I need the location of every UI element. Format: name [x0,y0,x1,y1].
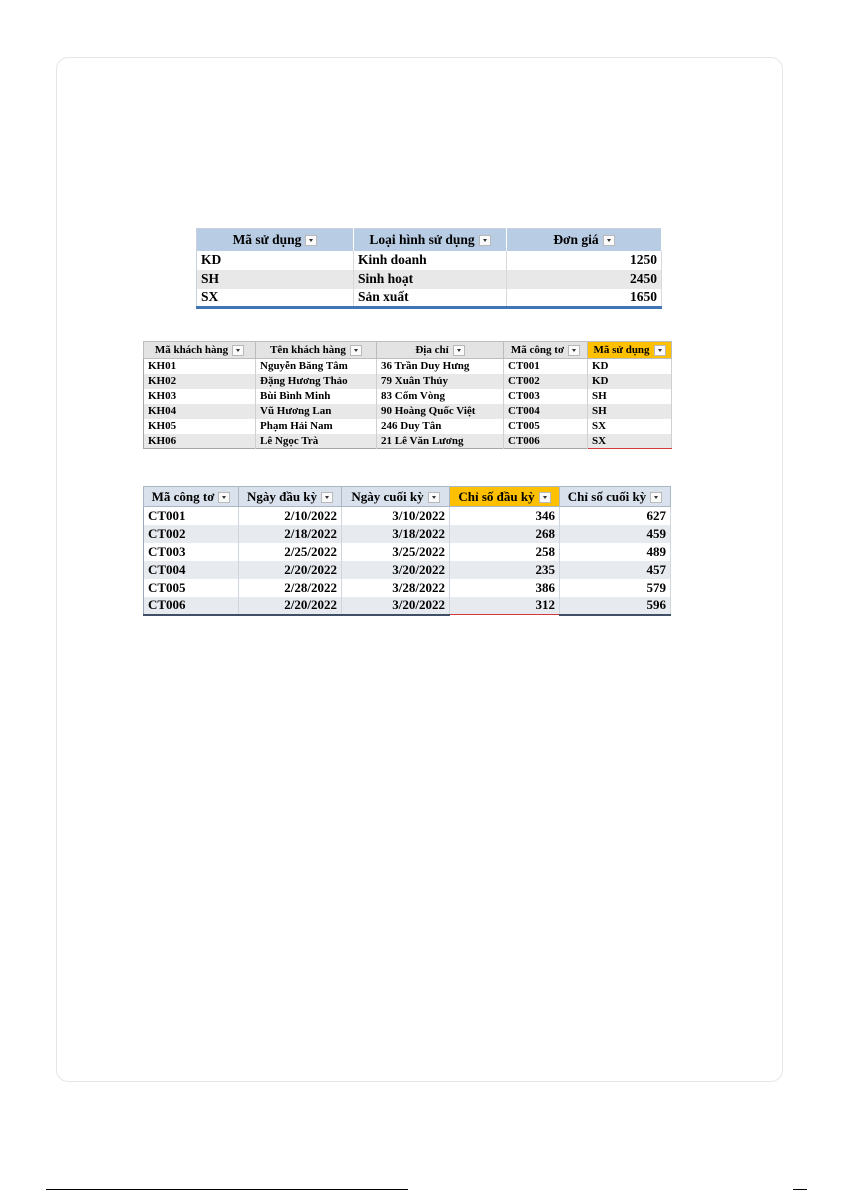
page-mark [793,1189,807,1190]
column-header-meter-code: Mã công tơ [504,342,588,359]
column-header-start-date: Ngày đầu kỳ [239,487,342,507]
table-row [144,359,672,374]
cell[interactable]: 36 Trần Duy Hưng [377,359,504,374]
cell[interactable]: 83 Cốm Vòng [377,389,504,404]
cell[interactable]: Vũ Hương Lan [256,404,377,419]
cell[interactable]: KD [197,251,354,270]
cell[interactable]: CT003 [504,389,588,404]
cell[interactable]: CT005 [144,579,239,597]
cell[interactable]: 489 [560,543,671,561]
column-header-start-reading: Chỉ số đầu kỳ [450,487,560,507]
cell[interactable]: 21 Lê Văn Lương [377,434,504,449]
filter-dropdown-icon[interactable] [428,492,440,503]
table-row [144,434,672,449]
cell[interactable]: 2/20/2022 [239,561,342,579]
cell[interactable]: KH05 [144,419,256,434]
cell[interactable]: Lê Ngọc Trà [256,434,377,449]
table-row [144,561,671,579]
filter-dropdown-icon[interactable] [350,345,362,356]
column-header-unit-price: Đơn giá [507,229,662,251]
customer-table [143,341,672,449]
cell[interactable]: CT005 [504,419,588,434]
filter-dropdown-icon[interactable] [305,235,317,246]
cell[interactable]: 258 [450,543,560,561]
column-header-usage-code: Mã sử dụng [588,342,672,359]
footnote-separator [46,1189,408,1190]
cell[interactable]: 90 Hoàng Quốc Việt [377,404,504,419]
filter-dropdown-icon[interactable] [232,345,244,356]
cell[interactable]: 3/10/2022 [342,507,450,525]
cell[interactable]: 1250 [507,251,662,270]
cell[interactable]: CT006 [504,434,588,449]
cell[interactable]: CT004 [504,404,588,419]
table-row [144,597,671,615]
usage-type-table [196,228,662,309]
cell[interactable]: KH04 [144,404,256,419]
meter-reading-table [143,486,671,616]
cell[interactable]: SX [197,289,354,308]
cell[interactable]: 2/28/2022 [239,579,342,597]
cell[interactable]: CT003 [144,543,239,561]
cell[interactable]: 3/18/2022 [342,525,450,543]
filter-dropdown-icon[interactable] [479,235,491,246]
cell[interactable]: 246 Duy Tân [377,419,504,434]
cell[interactable]: KD [588,359,672,374]
cell[interactable]: 3/20/2022 [342,561,450,579]
table-row [197,289,662,308]
filter-dropdown-icon[interactable] [650,492,662,503]
cell[interactable]: 2/10/2022 [239,507,342,525]
column-header-usage-type: Loại hình sử dụng [354,229,507,251]
cell[interactable]: Kinh doanh [354,251,507,270]
table-row [197,251,662,270]
cell[interactable]: SH [588,404,672,419]
filter-dropdown-icon[interactable] [218,492,230,503]
cell[interactable]: 2/20/2022 [239,597,342,615]
cell[interactable]: 627 [560,507,671,525]
column-header-end-date: Ngày cuối kỳ [342,487,450,507]
cell[interactable]: 312 [450,597,560,615]
cell[interactable]: 386 [450,579,560,597]
cell[interactable]: SH [197,270,354,289]
column-header-meter-code: Mã công tơ [144,487,239,507]
cell[interactable]: KH01 [144,359,256,374]
table-row [144,419,672,434]
cell[interactable]: 3/20/2022 [342,597,450,615]
cell[interactable]: Nguyễn Băng Tâm [256,359,377,374]
cell[interactable]: 3/25/2022 [342,543,450,561]
cell[interactable]: 596 [560,597,671,615]
cell[interactable]: KH06 [144,434,256,449]
table-row [144,374,672,389]
column-header-end-reading: Chỉ số cuối kỳ [560,487,671,507]
table-row [144,507,671,525]
cell[interactable]: CT001 [144,507,239,525]
filter-dropdown-icon[interactable] [654,345,666,356]
cell[interactable]: Sản xuất [354,289,507,308]
cell[interactable]: CT001 [504,359,588,374]
filter-dropdown-icon[interactable] [539,492,551,503]
column-header-customer-name: Tên khách hàng [256,342,377,359]
cell[interactable]: 2/25/2022 [239,543,342,561]
column-header-address: Địa chỉ [377,342,504,359]
cell[interactable]: KH02 [144,374,256,389]
cell[interactable]: Phạm Hải Nam [256,419,377,434]
cell[interactable]: 3/28/2022 [342,579,450,597]
column-header-usage-code: Mã sử dụng [197,229,354,251]
cell[interactable]: 1650 [507,289,662,308]
cell[interactable]: 2450 [507,270,662,289]
table-row [144,389,672,404]
table-row [144,579,671,597]
cell[interactable]: KH03 [144,389,256,404]
cell[interactable]: CT002 [504,374,588,389]
cell[interactable]: Bùi Bình Minh [256,389,377,404]
cell[interactable]: 268 [450,525,560,543]
cell[interactable]: 2/18/2022 [239,525,342,543]
cell[interactable]: 79 Xuân Thủy [377,374,504,389]
filter-dropdown-icon[interactable] [568,345,580,356]
cell[interactable]: Đặng Hương Thảo [256,374,377,389]
table-header-row [144,487,671,507]
cell[interactable]: 457 [560,561,671,579]
cell[interactable]: 346 [450,507,560,525]
cell[interactable]: CT002 [144,525,239,543]
cell[interactable]: 579 [560,579,671,597]
cell[interactable]: SX [588,419,672,434]
table-header-row [144,342,672,359]
table-row [144,543,671,561]
table-row [197,270,662,289]
cell[interactable]: KD [588,374,672,389]
cell[interactable]: CT006 [144,597,239,615]
filter-dropdown-icon[interactable] [321,492,333,503]
table-row [144,525,671,543]
cell[interactable]: Sinh hoạt [354,270,507,289]
cell[interactable]: SH [588,389,672,404]
cell[interactable]: 235 [450,561,560,579]
filter-dropdown-icon[interactable] [603,235,615,246]
filter-dropdown-icon[interactable] [453,345,465,356]
table-row [144,404,672,419]
table-header-row [197,229,662,251]
column-header-customer-code: Mã khách hàng [144,342,256,359]
cell[interactable]: 459 [560,525,671,543]
cell[interactable]: CT004 [144,561,239,579]
cell[interactable]: SX [588,434,672,449]
